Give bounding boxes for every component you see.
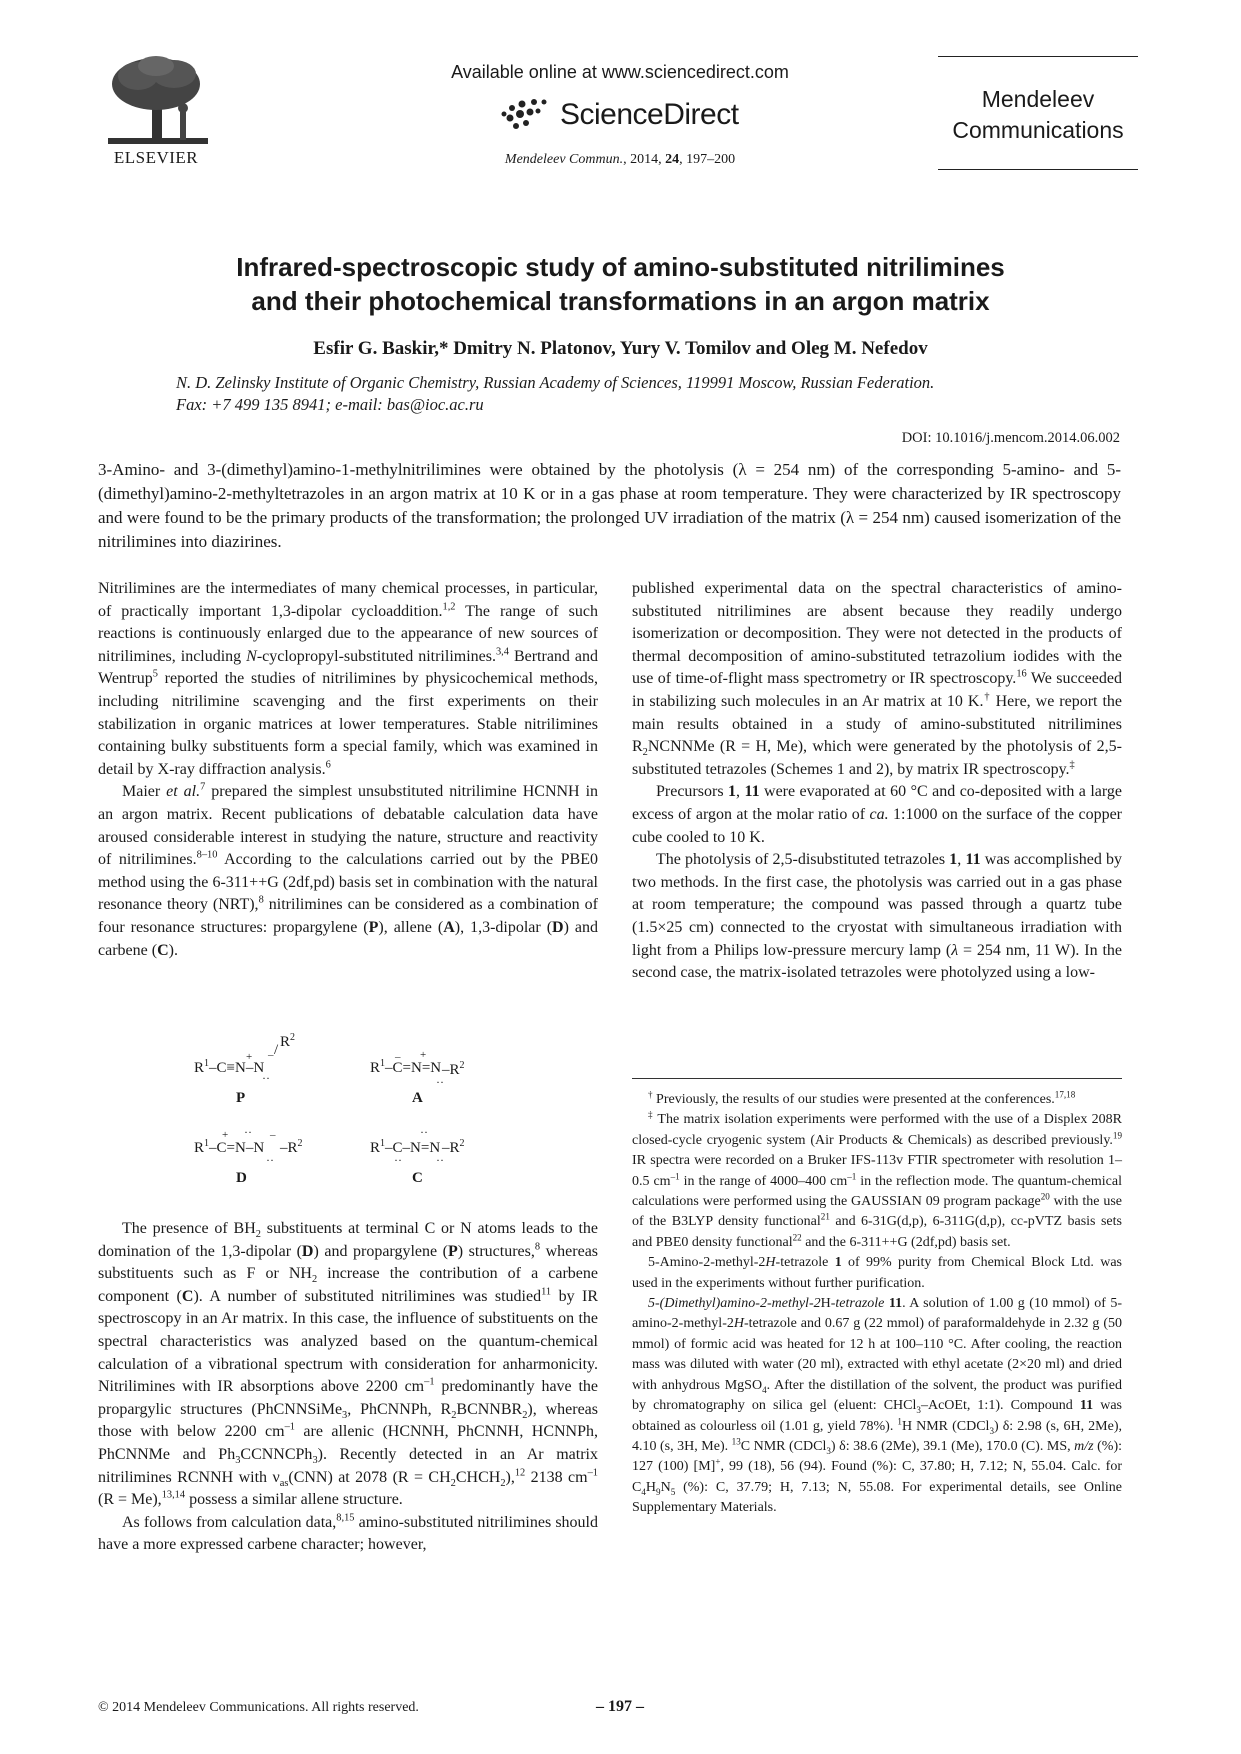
- author-list: Esfir G. Baskir,* Dmitry N. Platonov, Yury V. Tomilov and Oleg M. Nefedov: [313, 338, 928, 359]
- svg-text:··: ··: [394, 1153, 402, 1167]
- elsevier-logo: [100, 52, 220, 162]
- body-left-bottom: The presence of $BH_2$ substituents at terminal C or N atoms leads to the domination of the 1,3-dipolar (D) and propargylene (P) structures,$^8$ whereas substituents such as F or $NH_2$ increase the contribution of a carbene component (C). A number of substituted nitrilimines was studied$^{11}$ by IR spectroscopy in an Ar matrix. In this case, the influence of substituents on the spectral characteristics was analyzed based on the quantum-chemical calculation of a vibrational spectrum with consideration for anharmonicity. Nitrilimines with IR absorptions above 2200 $cm^{-1}$ predominantly have the propargylic structures (PhCNNSiMe$_3$, PhCNNPh, $R_2BCNNBR_2$), whereas those with below 2200 $cm^{-1}$ are allenic (HCNNH, PhCNNH, HCNNPh, PhCNNMe and $Ph_3CCNNCPh_3$). Recently detected in an Ar matrix nitrilimines RCNNH with $\nu_{as}(CNN)$ at 2078 $(R = CH_2CHCH_2),^{12}$ 2138 $cm^{-1}$ (R = Me),$^{13,14}$ possess a similar allene structure. As follows from calculation data,$^{8,15}$ amino-substituted nitrilimines should have a more expressed carbene character; however,: [98, 1220, 599, 1554]
- svg-text:R1–C=N–N: $R^1-C=N-N$: [194, 1138, 265, 1156]
- svg-text:P: P: [236, 1090, 246, 1106]
- svg-text:–R2: $-R^2$: [280, 1138, 303, 1156]
- svg-text:D: D: [236, 1170, 247, 1186]
- svg-text:R2: $R^2$: [280, 1032, 296, 1050]
- body-right: published experimental data on the spectral characteristics of amino-substituted nitrilimines are absent because they readily undergo isomerization or decomposition. They were not detected in the products of thermal decomposition of amino-substituted tetrazolium iodides with the use of time-of-flight mass spectrometry or IR spectroscopy.$^{16}$ We succeeded in stabilizing such molecules in an Ar matrix at 10 K.† Here, we report the main results obtained in a study of amino-substituted nitrilimines $R_2NCNNMe$ (R = H, Me), which were generated by the photolysis of 2,5-substituted tetrazoles (Schemes 1 and 2), by matrix IR spectroscopy.‡ Precursors 1, 11 were evaporated at 60 °C and co-deposited with a large excess of argon at the molar ratio of ca. 1:1000 on the surface of the copper cube cooled to 10 K. The photolysis of 2,5-disubstituted tetrazoles 1, 11 was accomplished by two methods. In the first case, the photolysis was carried out in a gas phase at room temperature; the compound was passed through a quartz tube (1.5×25 cm) connected to the cryostat with simultaneous irradiation with light from a Philips low-pressure mercury lamp (λ = 254 nm, 11 W). In the second case, the matrix-isolated tetrazoles were photolyzed using a low-: [632, 580, 1123, 982]
- page-number: – 197 –: [596, 1698, 644, 1715]
- resonance-structures: [180, 1030, 580, 1220]
- svg-text:A: A: [412, 1090, 423, 1106]
- svg-text:–: –: [270, 1129, 276, 1141]
- svg-text:R1–C≡N–N: $R^1-C\equiv N-N$: [194, 1058, 265, 1076]
- svg-text:··: ··: [266, 1153, 274, 1167]
- svg-text:··: ··: [436, 1075, 444, 1089]
- publisher-name: ELSEVIER: [113, 148, 199, 167]
- availability-line[interactable]: Available online at www.sciencedirect.com: [451, 62, 789, 82]
- svg-text:–: –: [268, 1049, 274, 1061]
- platform-name: ScienceDirect: [560, 98, 739, 131]
- svg-text:R1–C–N=N: $R^1-C-N=N$: [370, 1138, 441, 1156]
- doi[interactable]: DOI: 10.1016/j.mencom.2014.06.002: [901, 430, 1120, 446]
- copyright-notice: © 2014 Mendeleev Communications. All rights reserved.: [98, 1700, 419, 1715]
- affiliation: N. D. Zelinsky Institute of Organic Chemistry, Russian Academy of Sciences, 119991 Moscow, Russian Federation. Fax: +7 499 135 8941; e-mail: bas@ioc.ac.ru: [176, 373, 935, 414]
- footnotes: † Previously, the results of our studies were presented at the conferences.$^{17,18}$ ‡ The matrix isolation experiments were performed with the use of a Displex 208R closed-cycle cryogenic system (Air Products & Chemicals) as described previously.$^{19}$ IR spectra were recorded on a Bruker IFS-113v FTIR spectrometer with resolution 1–0.5 $cm^{-1}$ in the range of 4000–400 $cm^{-1}$ in the reflection mode. The quantum-chemical calculations were performed using the GAUSSIAN 09 program package$^{20}$ with the use of the B3LYP density functional$^{21}$ and 6-31G(d,p), 6-311G(d,p), cc-pVTZ basis sets and PBE0 density functional$^{22}$ and the 6-311++G (2df,pd) basis set. 5-Amino-2-methyl-2H-tetrazole 1 of 99% purity from Chemical Block Ltd. was used in the experiments without further purification. 5-(Dimethyl)amino-2-methyl-2H-tetrazole 11. A solution of 1.00 g (10 mmol) of 5-amino-2-methyl-2H-tetrazole and 0.67 g (22 mmol) of paraformaldehyde in 2.32 g (50 mmol) of formic acid was heated for 12 h at 100–110 °C. After cooling, the reaction mass was diluted with water (20 ml), extracted with ethyl acetate (2×20 ml) and dried with anhydrous MgSO$_4$. After the distillation of the solvent, the product was purified by chromatography on silica gel (eluent: CHCl$_3$–AcOEt, 1:1). Compound 11 was obtained as colourless oil (1.01 g, yield 78%). $^1$H NMR (CDCl$_3$) δ: 2.98 (s, 6H, 2Me), 4.10 (s, 3H, Me). $^{13}$C NMR (CDCl$_3$) δ: 38.6 (2Me), 39.1 (Me), 170.0 (C). MS, m/z (%): 127 (100) [M]+, 99 (18), 56 (94). Found (%): C, 37.80; H, 7.12; N, 55.04. Calc. for $C_4H_9N_5$ (%): C, 37.79; H, 7.13; N, 55.08. For experimental details, see Online Supplementary Materials.: [632, 1089, 1123, 1516]
- svg-text:–: –: [395, 1051, 401, 1063]
- svg-text:··: ··: [262, 1071, 270, 1085]
- journal-citation: Mendeleev Commun., 2014, 24, 197–200: [504, 152, 736, 167]
- journal-name: Mendeleev Communications: [952, 86, 1124, 143]
- structure-carbene: [370, 1125, 465, 1186]
- svg-text:C: C: [412, 1170, 423, 1186]
- svg-text:··: ··: [244, 1125, 252, 1139]
- svg-text:+: +: [222, 1129, 229, 1141]
- structure-dipolar: [194, 1125, 303, 1186]
- structure-propargylene: [194, 1032, 295, 1106]
- body-left-top: Nitrilimines are the intermediates of many chemical processes, in particular, of practically important 1,3-dipolar cycloaddition.$^{1,2}$ The range of such reactions is continuously enlarged due to the appearance of new sources of nitrilimines, including N-cyclopropyl-substituted nitrilimines.$^{3,4}$ Bertrand and Wentrup$^5$ reported the studies of nitrilimines by physicochemical methods, including nitrilimine scavenging and the first experiments on their stabilization in organic matrices at lower temperatures. Stable nitrilimines containing bulky substituents form a special family, which was examined in detail by X-ray diffraction analysis.$^6$ Maier et al.$^7$ prepared the simplest unsubstituted nitrilimine HCNNH in an argon matrix. Recent publications of debatable calculation data have aroused considerable interest in studying the nature, structure and reactivity of nitrilimines.$^{8-10}$ According to the calculations carried out by the PBE0 method using the 6-311++G (2df,pd) basis set in combination with the natural resonance theory (NRT),$^8$ nitrilimines can be considered as a combination of four resonance structures: propargylene (P), allene (A), 1,3-dipolar (D) and carbene (C).: [98, 580, 599, 959]
- article-title: Infrared-spectroscopic study of amino-substituted nitrilimines and their photochemical transformations in an argon matrix: [236, 252, 1005, 316]
- svg-text:R1–C=N=N: $R^1-C=N=N$: [370, 1058, 442, 1076]
- svg-text:/: /: [274, 1042, 279, 1058]
- svg-text:··: ··: [420, 1125, 428, 1139]
- svg-text:–R2: $-R^2$: [442, 1060, 465, 1078]
- svg-text:··: ··: [436, 1153, 444, 1167]
- svg-text:+: +: [246, 1051, 253, 1063]
- footnote-divider: [632, 1078, 1122, 1079]
- structure-allene: [370, 1049, 465, 1106]
- abstract: 3-Amino- and 3-(dimethyl)amino-1-methylnitrilimines were obtained by the photolysis (λ = 254 nm) of the corresponding 5-amino- and 5-(dimethyl)amino-2-methyltetrazoles in an argon matrix at 10 K or in a gas phase at room temperature. They were characterized by IR spectroscopy and were found to be the primary products of the transformation; the prolonged UV irradiation of the matrix (λ = 254 nm) caused isomerization of the nitrilimines into diazirines.: [98, 460, 1121, 551]
- svg-text:–R2: $-R^2$: [442, 1138, 465, 1156]
- svg-text:+: +: [420, 1049, 427, 1061]
